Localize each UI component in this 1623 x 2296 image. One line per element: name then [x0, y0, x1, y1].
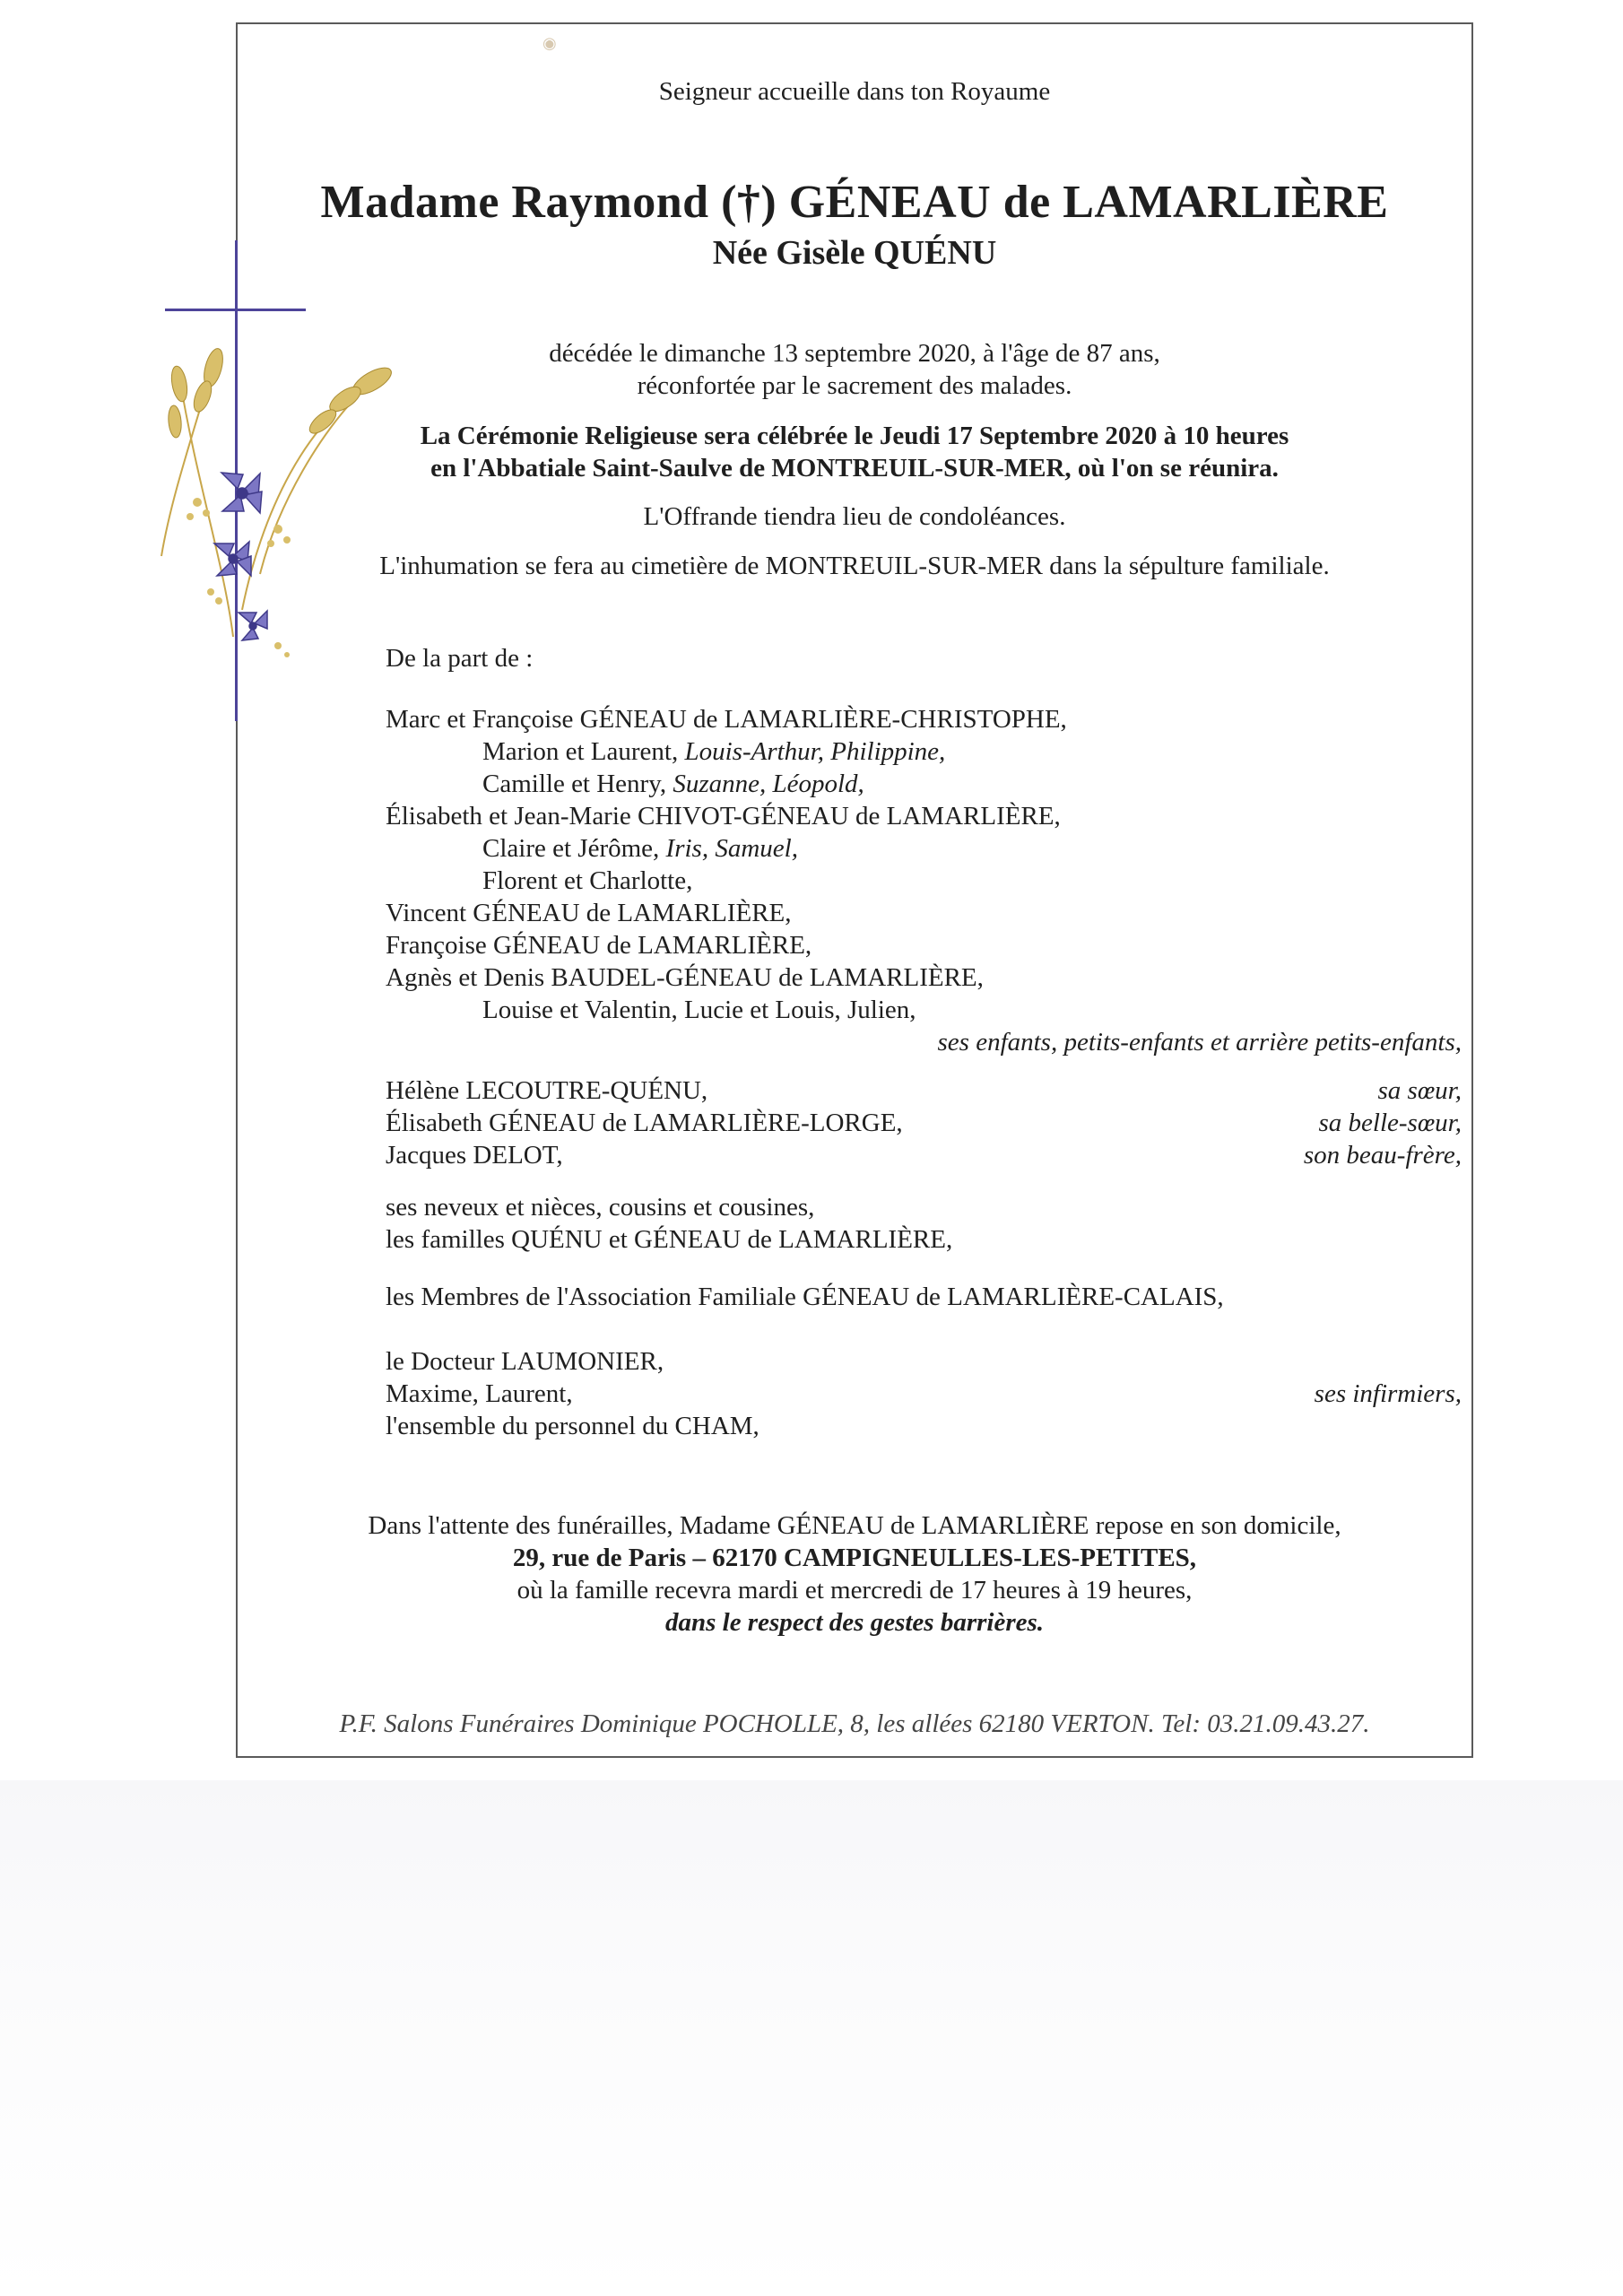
family-line: [482, 834, 798, 864]
paper-mark: ◉: [542, 34, 557, 52]
care-line: le Docteur LAUMONIER,: [386, 1347, 664, 1376]
inhumation-line: L'inhumation se fera au cimetière de MONTREUIL-SUR-MER dans la sépulture familiale.: [379, 552, 1330, 580]
family-line-names: Camille et Henry,: [482, 770, 673, 798]
family-line: [482, 770, 864, 799]
family-line: Élisabeth et Jean-Marie CHIVOT-GÉNEAU de LAMARLIÈRE,: [386, 802, 1061, 831]
offrande-line: L'Offrande tiendra lieu de condoléances.: [643, 502, 1066, 531]
death-date-line: décédée le dimanche 13 septembre 2020, à l'âge de 87 ans,: [549, 339, 1160, 368]
ceremony-line-2: en l'Abbatiale Saint-Saulve de MONTREUIL-SUR-MER, où l'on se réunira.: [430, 454, 1279, 483]
relation-label: ses enfants, petits-enfants et arrière petits-enfants,: [937, 1028, 1462, 1057]
relatives-line: les familles QUÉNU et GÉNEAU de LAMARLIÈRE,: [386, 1225, 953, 1254]
relation-label: sa sœur,: [1377, 1076, 1462, 1105]
prayer-line: Seigneur accueille dans ton Royaume: [658, 77, 1051, 106]
notice-frame: [236, 22, 1473, 1758]
family-line: Agnès et Denis BAUDEL-GÉNEAU de LAMARLIÈRE,: [386, 963, 984, 992]
family-line: Florent et Charlotte,: [482, 866, 693, 895]
care-line: Maxime, Laurent,: [386, 1379, 573, 1408]
sibling-line: Jacques DELOT,: [386, 1141, 563, 1170]
family-line: Vincent GÉNEAU de LAMARLIÈRE,: [386, 899, 792, 927]
family-intro: De la part de :: [386, 644, 534, 673]
care-line: l'ensemble du personnel du CHAM,: [386, 1412, 759, 1440]
family-line: Louise et Valentin, Lucie et Louis, Julien,: [482, 996, 916, 1024]
family-line-children: Iris, Samuel,: [665, 834, 798, 863]
sibling-line: Hélène LECOUTRE-QUÉNU,: [386, 1076, 708, 1105]
family-line: Marc et Françoise GÉNEAU de LAMARLIÈRE-CHRISTOPHE,: [386, 705, 1067, 734]
relation-label: son beau-frère,: [1303, 1141, 1462, 1170]
scan-background: [0, 1780, 1623, 2296]
sacrament-line: réconfortée par le sacrement des malades.: [637, 371, 1072, 400]
family-line: [482, 737, 945, 767]
family-line-names: Marion et Laurent,: [482, 737, 685, 766]
relation-label: ses infirmiers,: [1314, 1379, 1462, 1408]
relatives-line: ses neveux et nièces, cousins et cousines,: [386, 1193, 815, 1222]
repose-line-4: dans le respect des gestes barrières.: [664, 1608, 1045, 1637]
funeral-home-footer: P.F. Salons Funéraires Dominique POCHOLLE, 8, les allées 62180 VERTON. Tel: 03.21.09.43.27.: [339, 1709, 1370, 1738]
sibling-line: Élisabeth GÉNEAU de LAMARLIÈRE-LORGE,: [386, 1109, 903, 1137]
relation-label: sa belle-sœur,: [1318, 1109, 1462, 1137]
family-line-children: Louis-Arthur, Philippine,: [684, 737, 946, 766]
family-line-names: Claire et Jérôme,: [482, 834, 666, 863]
cross-horizontal-bar: [165, 309, 306, 311]
deceased-name: Madame Raymond (†) GÉNEAU de LAMARLIÈRE: [320, 177, 1389, 228]
family-line-children: Suzanne, Léopold,: [673, 770, 864, 798]
repose-line-3: où la famille recevra mardi et mercredi de 17 heures à 19 heures,: [516, 1576, 1193, 1605]
ceremony-line-1: La Cérémonie Religieuse sera célébrée le Jeudi 17 Septembre 2020 à 10 heures: [420, 422, 1289, 450]
family-line: Françoise GÉNEAU de LAMARLIÈRE,: [386, 931, 812, 960]
association-line: les Membres de l'Association Familiale GÉNEAU de LAMARLIÈRE-CALAIS,: [386, 1283, 1224, 1311]
maiden-name: Née Gisèle QUÉNU: [712, 234, 997, 272]
repose-address: 29, rue de Paris – 62170 CAMPIGNEULLES-LES-PETITES,: [512, 1544, 1197, 1572]
repose-line-1: Dans l'attente des funérailles, Madame GÉNEAU de LAMARLIÈRE repose en son domicile,: [368, 1511, 1341, 1540]
